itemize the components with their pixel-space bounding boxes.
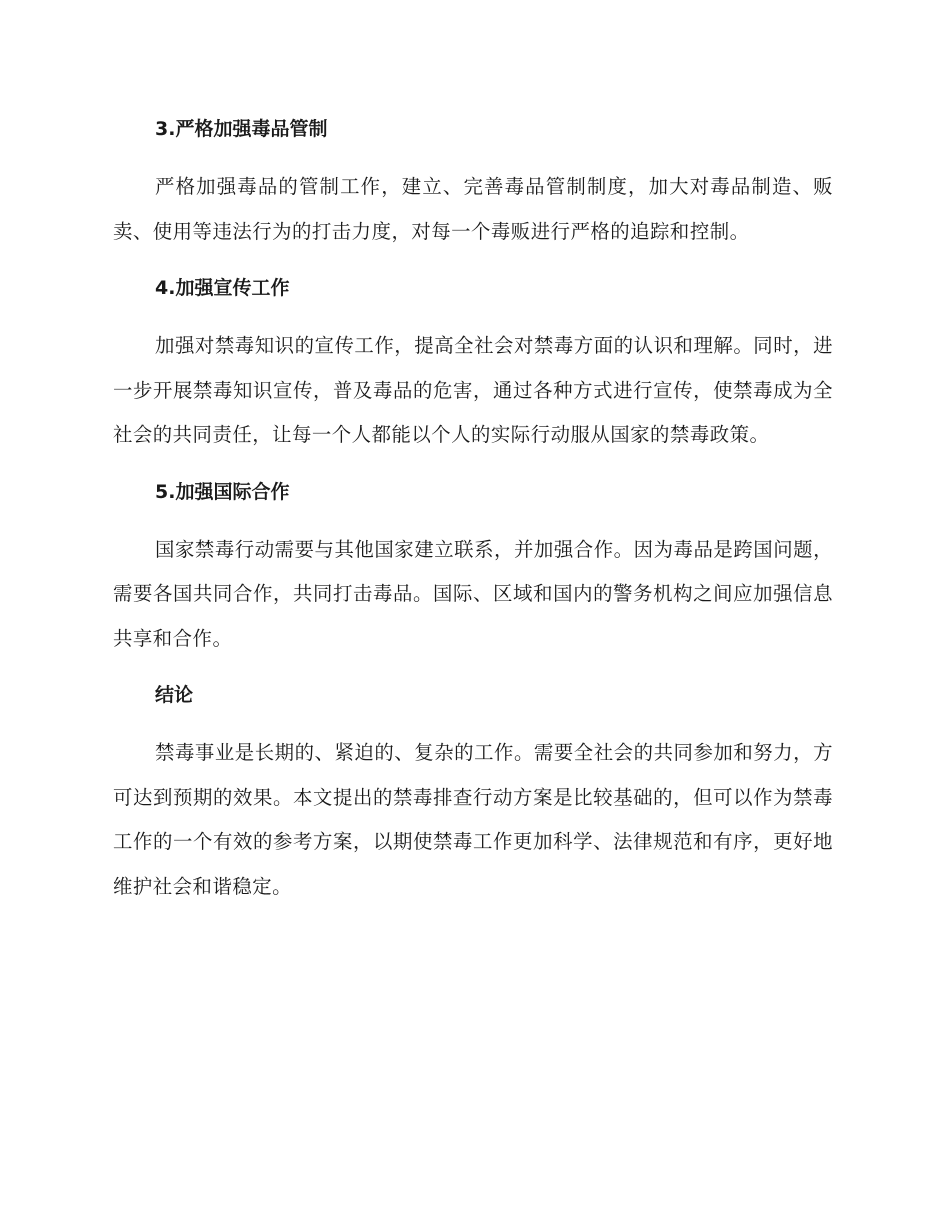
section-paragraph-drug-control: 严格加强毒品的管制工作，建立、完善毒品管制制度，加大对毒品制造、贩卖、使用等违法行为的打击力度，对每一个毒贩进行严格的追踪和控制。: [113, 175, 833, 243]
section-heading-publicity: 4.加强宣传工作: [155, 277, 290, 299]
section-paragraph-conclusion: 禁毒事业是长期的、紧迫的、复杂的工作。需要全社会的共同参加和努力，方可达到预期的效果。本文提出的禁毒排查行动方案是比较基础的，但可以作为禁毒工作的一个有效的参考方案，以期使禁毒工作更加科学、法律规范和有序，更好地维护社会和谐稳定。: [113, 741, 833, 898]
document-body: [113, 112, 833, 909]
section-heading-conclusion: 结论: [155, 684, 194, 706]
section-heading-international-cooperation: 5.加强国际合作: [155, 480, 290, 503]
section-paragraph-international-cooperation: 国家禁毒行动需要与其他国家建立联系，并加强合作。因为毒品是跨国问题，需要各国共同合作，共同打击毒品。国际、区域和国内的警务机构之间应加强信息共享和合作。: [113, 537, 833, 650]
section-heading-drug-control: 3.严格加强毒品管制: [155, 118, 328, 140]
section-paragraph-publicity: 加强对禁毒知识的宣传工作，提高全社会对禁毒方面的认识和理解。同时，进一步开展禁毒知识宣传，普及毒品的危害，通过各种方式进行宣传，使禁毒成为全社会的共同责任，让每一个人都能以个人的实际行动服从国家的禁毒政策。: [113, 334, 833, 446]
